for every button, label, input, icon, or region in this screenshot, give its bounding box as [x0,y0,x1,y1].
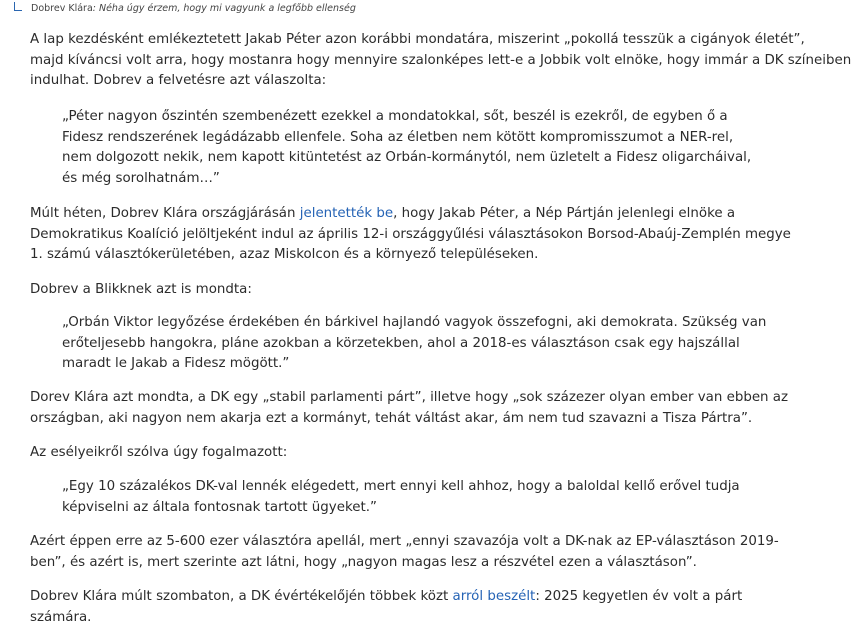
paragraph-5: Az esélyeikről szólva úgy fogalmazott: [30,445,288,460]
quote-3: „Egy 10 százalékos DK-val lennék elégedett, mert ennyi kell ahhoz, hogy a baloldal kellő erővel tudja képviselni az általa fontosnak tartott ügyeket.” [62,479,740,515]
caption-author: Dobrev Klára [31,3,93,14]
link-jelentettek-be[interactable]: jelentették be [299,206,394,221]
caption-title: : Néha úgy érzem, hogy mi vagyunk a legfőbb ellenség [92,3,356,14]
paragraph-1: A lap kezdésként emlékeztetett Jakab Péter azon korábbi mondatára, miszerint „pokollá tesszük a cigányok életét”, majd kíváncsi volt arra, hogy mostanra hogy mennyire szalonképes lett-e a Jobbik volt elnöke, hogy immár a DK színeiben indulhat. Dobrev a felvetésre azt válaszolta: [30,32,851,89]
link-arrol-beszelt[interactable]: arról beszélt [452,589,536,604]
paragraph-6: Azért éppen erre az 5-600 ezer választóra apellál, mert „ennyi szavazója volt a DK-nak az EP-választáson 2019- ben”, és azért is, mert szerinte azt látni, hogy „nagyon magas lesz a részvétel ezen a választáson”. [30,534,779,570]
quote-1: „Péter nagyon őszintén szembenézett ezekkel a mondatokkal, sőt, beszél is ezekről, de egyben ő a Fidesz rendszerének legádázabb ellenfele. Soha az életben nem kötött kompromisszumot a NER-rel, nem dolgozott nekik, nem kapott kitüntetést az Orbán-kormánytól, nem üzletelt a Fidesz oligarcháival, és még sorolhatnám…” [62,109,752,186]
paragraph-4: Dorev Klára azt mondta, a DK egy „stabil parlamenti párt”, illetve hogy „sok százezer olyan ember van ebben az országban, aki nagyon nem akarja ezt a kormányt, tehát váltást akar, ám nem tud szavazni a Tisza Pártra”. [30,390,789,426]
paragraph-2: Múlt héten, Dobrev Klára országjárásán jelentették be, hogy Jakab Péter, a Nép Pártján jelenlegi elnöke a Demokratikus Koalíció jelöltjeként indul az április 12-i országgyűlési választásokon Borsod-Abaúj-Zemplén megye 1. számú választókerületében, azaz Miskolcon és a környező településeken. [30,206,791,263]
quote-2: „Orbán Viktor legyőzése érdekében én bárkivel hajlandó vagyok összefogni, aki demokrata. Szükség van erőteljesebb hangokra, pláne azokban a körzetekben, ahol a 2018-es választáson csak egy hajszállal maradt le Jakab a Fidesz mögött.” [62,315,767,372]
caption-corner-icon [14,2,22,11]
paragraph-3: Dobrev a Blikknek azt is mondta: [30,282,252,297]
paragraph-7: Dobrev Klára múlt szombaton, a DK évértékelőjén többek közt arról beszélt: 2025 kegyetlen év volt a párt számára. [30,589,743,625]
image-caption [14,3,356,14]
